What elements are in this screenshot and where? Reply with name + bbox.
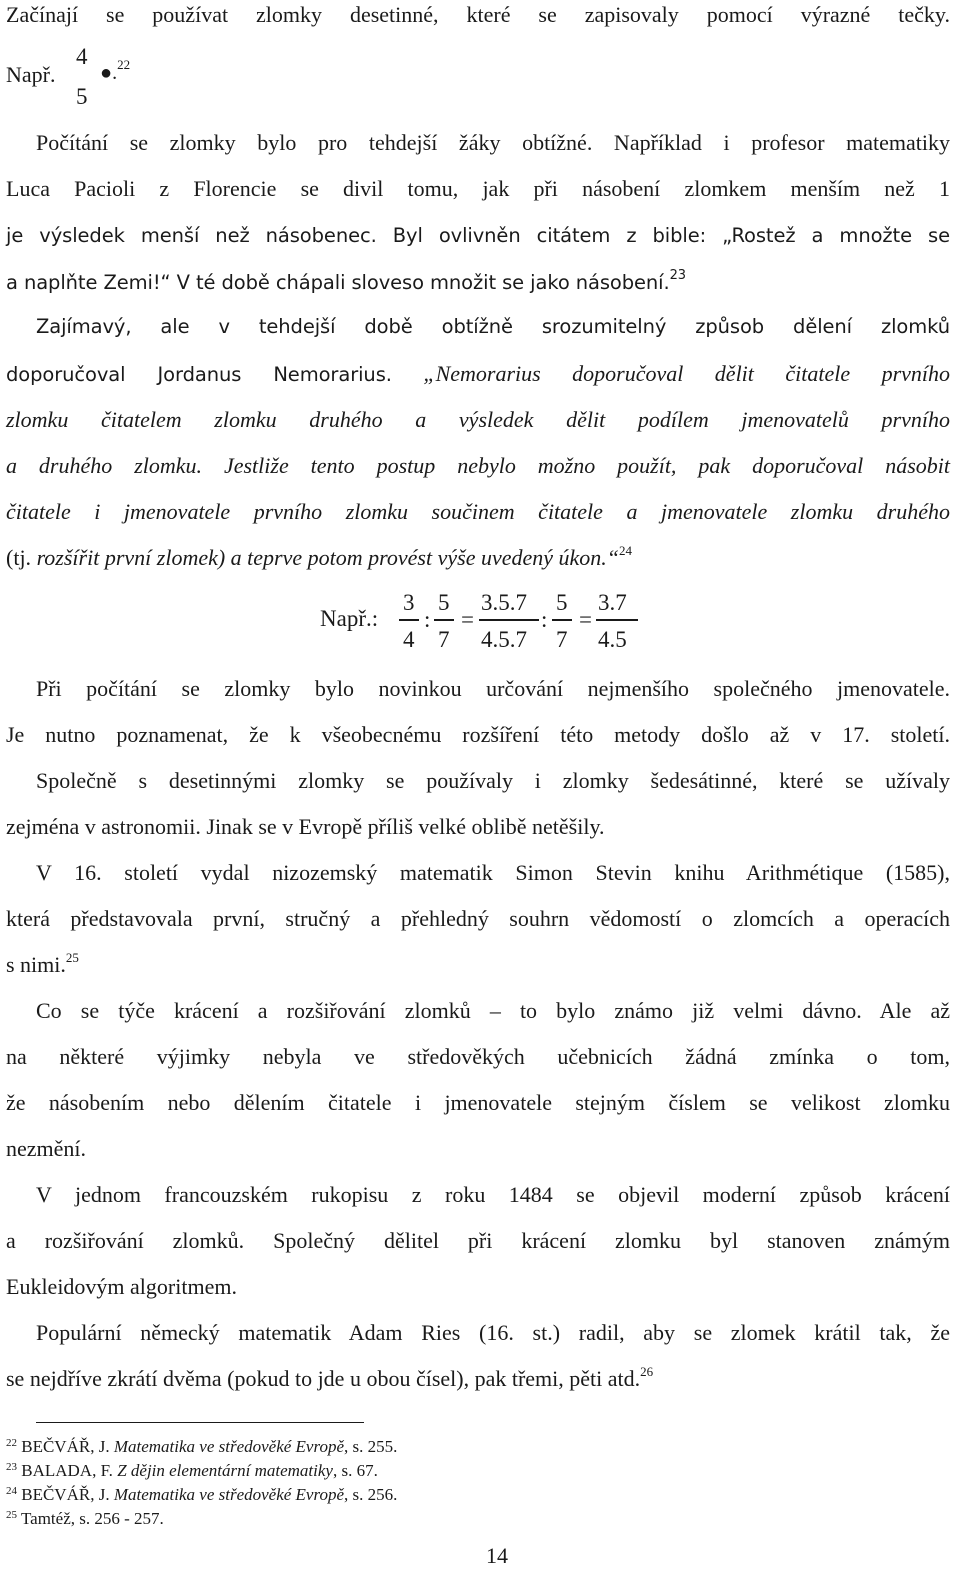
operator-equals: =	[461, 607, 474, 632]
text-line: Eukleidovým algoritmem.	[6, 1274, 237, 1299]
text-line: zejména v astronomii. Jinak se v Evropě příliš velké oblibě netěšily.	[6, 814, 605, 839]
footnote: $^{24}$ BEČVÁŘ, J. Matematika ve středověké Evropě, s. 256.	[6, 1485, 398, 1504]
footnote-ref: 23	[669, 268, 686, 283]
footnote-ref: 22	[117, 57, 131, 72]
footnote-ref: 25	[65, 950, 79, 965]
text-line: a naplňte Zemi!“ V té době chápali sloveso množit se jako násobení.$^{23}$	[6, 268, 686, 294]
text-line: se nejdříve zkrátí dvěma (pokud to jde u obou čísel), pak třemi, pěti atd.$^{26}$	[6, 1364, 654, 1391]
example-dot: ●.$^{22}$	[100, 57, 131, 84]
text-line: s nimi.$^{25}$	[6, 950, 79, 977]
operator-divide: :	[541, 607, 548, 632]
text-line: Počítání se zlomky bylo pro tehdejší žáky obtížné. Například i profesor matematiky	[36, 130, 950, 155]
text-line: je výsledek menší než násobenec. Byl ovlivněn citátem z bible: „Rostež a množte se	[6, 224, 950, 247]
fraction-denominator: 7	[438, 627, 450, 652]
text-line: a rozšiřování zlomků. Společný dělitel při krácení zlomku byl stanoven známým	[6, 1228, 950, 1253]
text-line: čitatele i jmenovatele prvního zlomku součinem čitatele a jmenovatele zlomku druhého	[6, 499, 950, 524]
text-line: nezmění.	[6, 1136, 87, 1161]
footnote: $^{22}$ BEČVÁŘ, J. Matematika ve středověké Evropě, s. 255.	[6, 1437, 398, 1456]
text-line: Začínají se používat zlomky desetinné, které se zapisovaly pomocí výrazné tečky.	[6, 2, 950, 27]
fraction-numerator: 3.5.7	[481, 590, 527, 615]
example-denominator: 5	[76, 84, 88, 109]
fraction-bar	[434, 619, 454, 621]
fraction-bar	[596, 619, 638, 621]
fraction-bar	[479, 619, 539, 621]
operator-equals: =	[579, 607, 592, 632]
footnote-separator	[36, 1422, 364, 1423]
formula-label: Např.:	[320, 606, 379, 631]
fraction-numerator: 5	[438, 590, 450, 615]
example-numerator: 4	[76, 44, 88, 69]
text-line: Zajímavý, ale v tehdejší době obtížně srozumitelný způsob dělení zlomků	[36, 315, 950, 338]
page-number: 14	[486, 1543, 508, 1568]
footnote: $^{25}$ Tamtéž, s. 256 - 257.	[6, 1509, 164, 1528]
text-line: (tj. rozšířit první zlomek) a teprve potom provést výše uvedený úkon.“$^{24}$	[6, 543, 633, 570]
text-line: V jednom francouzském rukopisu z roku 1484 se objevil moderní způsob krácení	[36, 1182, 950, 1207]
fraction-numerator: 3.7	[598, 590, 627, 615]
fraction-denominator: 7	[556, 627, 568, 652]
fraction-bar	[552, 619, 572, 621]
fraction-bar	[399, 619, 419, 621]
fraction-denominator: 4.5	[598, 627, 627, 652]
footnote-ref: 24	[619, 543, 633, 558]
fraction-denominator: 4.5.7	[481, 627, 527, 652]
text-line: Při počítání se zlomky bylo novinkou určování nejmenšího společného jmenovatele.	[36, 676, 950, 701]
text-line: doporučoval Jordanus Nemorarius. „Nemorarius doporučoval dělit čitatele prvního	[6, 361, 951, 386]
text-line: Společně s desetinnými zlomky se používaly i zlomky šedesátinné, které se užívaly	[36, 768, 950, 793]
fraction-numerator: 5	[556, 590, 568, 615]
text-line: zlomku čitatelem zlomku druhého a výsledek dělit podílem jmenovatelů prvního	[6, 407, 950, 432]
text-line: Luca Pacioli z Florencie se divil tomu, jak při násobení zlomkem menším než 1	[6, 176, 950, 201]
text-line: na některé výjimky nebyla ve středověkých učebnicích žádná zmínka o tom,	[6, 1044, 950, 1069]
fraction-numerator: 3	[403, 590, 415, 615]
text-line: V 16. století vydal nizozemský matematik Simon Stevin knihu Arithmétique (1585),	[36, 860, 950, 885]
footnote-ref: 26	[640, 1364, 654, 1379]
text-line: a druhého zlomku. Jestliže tento postup nebylo možno použít, pak doporučoval násobit	[6, 453, 950, 478]
footnote: $^{23}$ BALADA, F. Z dějin elementární matematiky, s. 67.	[6, 1461, 378, 1480]
operator-divide: :	[424, 607, 431, 632]
text-line: Je nutno poznamenat, že k všeobecnému rozšíření této metody došlo až v 17. století.	[6, 722, 950, 747]
fraction-denominator: 4	[403, 627, 415, 652]
text-line: že násobením nebo dělením čitatele i jmenovatele stejným číslem se velikost zlomku	[6, 1090, 950, 1115]
example-label: Např.	[6, 62, 56, 87]
text-line: Co se týče krácení a rozšiřování zlomků – to bylo známo již velmi dávno. Ale až	[36, 998, 950, 1023]
text-line: Populární německý matematik Adam Ries (16. st.) radil, aby se zlomek krátil tak, že	[36, 1320, 950, 1345]
text-line: která představovala první, stručný a přehledný souhrn vědomostí o zlomcích a operacích	[6, 906, 950, 931]
